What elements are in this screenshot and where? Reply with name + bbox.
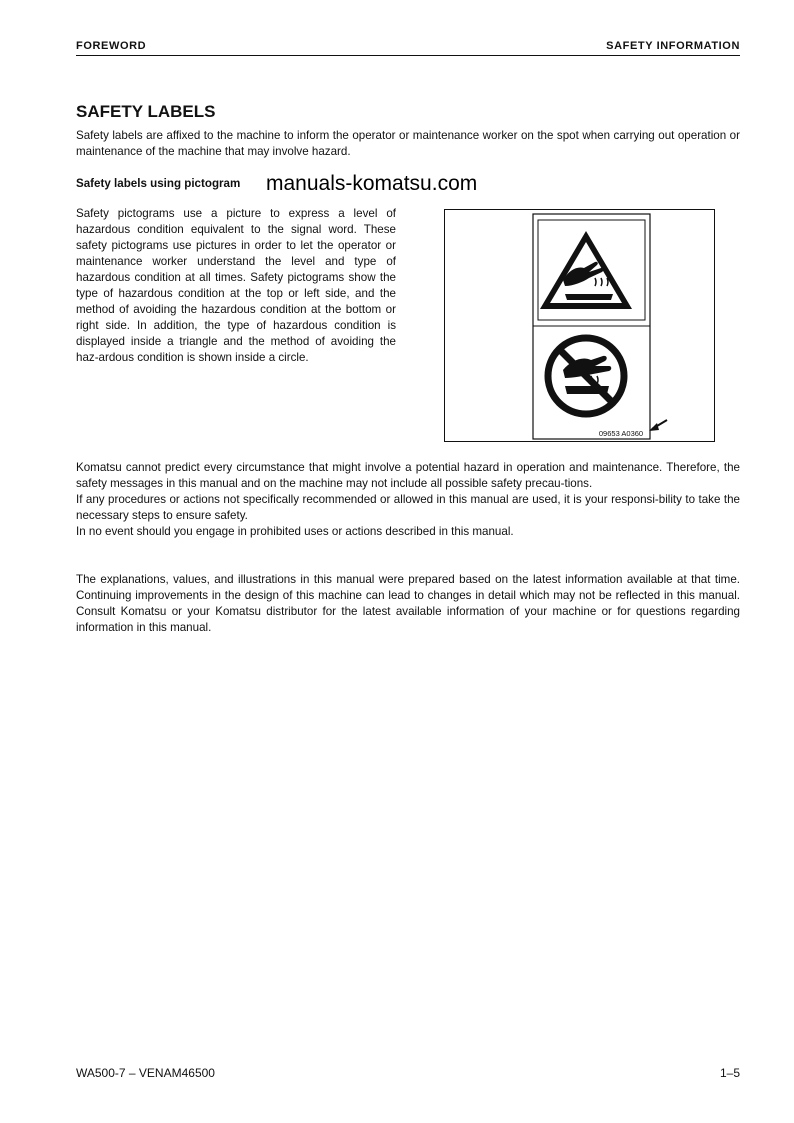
disclaimer-paragraph: Komatsu cannot predict every circumstance that might involve a potential hazard in operation and maintenance. Therefore, the safety messages in this manual and on the machine may not include all possible safety precau-tions. If any procedures or actions not specifically recommended or allowed in this manual are used, it is your responsi-bility to take the necessary steps to ensure safety. In no event should you engage in prohibited uses or actions described in this manual. [76,461,740,538]
pictogram-figure [444,209,715,442]
header-chapter-label: SAFETY INFORMATION [606,40,740,52]
watermark-link[interactable]: manuals-komatsu.com [266,172,478,195]
header-rule [76,55,740,56]
pointer-arrow-icon [649,420,667,431]
explanations-paragraph: The explanations, values, and illustrations in this manual were prepared based on the latest information available at that time. Continuing improvements in the design of this machine can lead to changes in detail which may not be reflected in this manual. Consult Komatsu or your Komatsu distributor for the latest available information of your machine or for questions regarding information in this manual. [76,573,740,634]
figure-code: 09653 A0360 [598,429,644,438]
footer-model-code: WA500-7 – VENAM46500 [76,1066,215,1080]
pictogram-illustration [445,210,716,443]
intro-paragraph: Safety labels are affixed to the machine to inform the operator or maintenance worker on the spot when carrying out operation or maintenance of the machine that may involve hazard. [76,129,740,158]
warning-triangle-icon [538,220,645,320]
subsection-title: Safety labels using pictogram [76,177,241,190]
prohibition-circle-icon [548,338,624,414]
footer-page-number: 1–5 [719,1066,740,1080]
pictogram-paragraph: Safety pictograms use a picture to express a level of hazardous condition equivalent to the signal word. These safety pictograms use pictures in order to let the operator or maintenance worker understand the level and type of hazardous condition at all times. Safety pictograms show the type of hazardous condition at the top or left side, and the method of avoiding the hazardous condition at the bottom or right side. In addition, the type of hazardous condition is displayed inside a triangle and the method of avoiding the haz-ardous condition is shown inside a circle. [76,207,396,364]
header-section-label: FOREWORD [76,40,147,52]
page-title: SAFETY LABELS [76,102,216,121]
